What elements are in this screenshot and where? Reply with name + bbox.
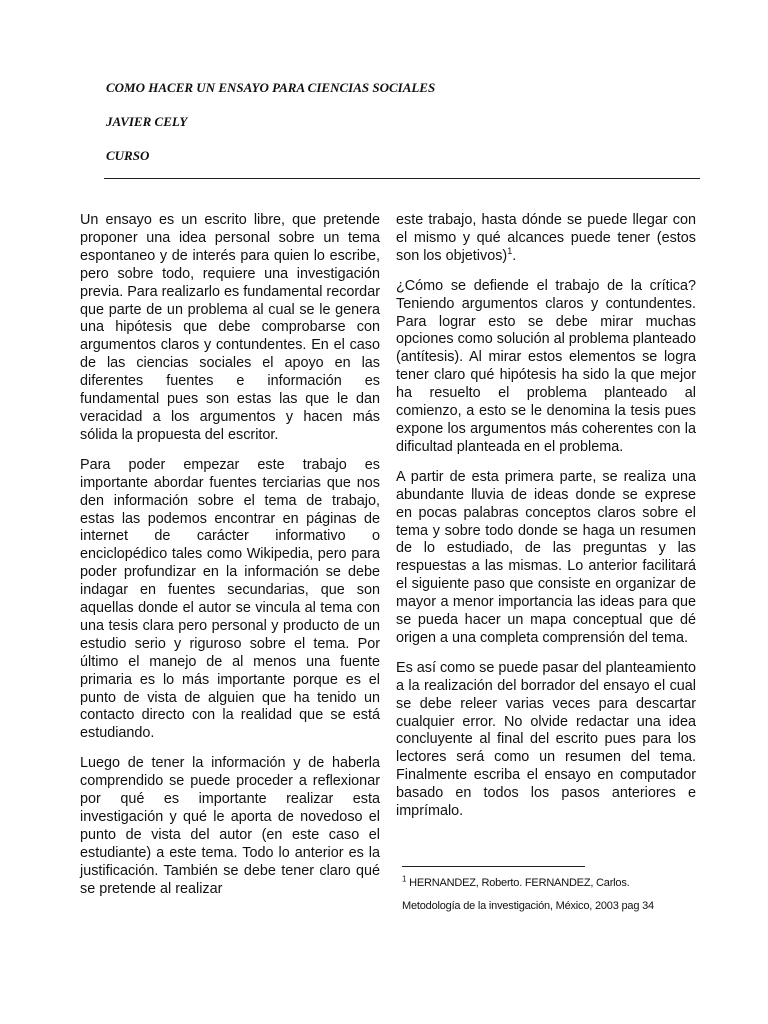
paragraph-draft: Es así como se puede pasar del planteamiento a la realización del borrador del ensayo el cual se debe releer varias veces para descartar cualquier error. No olvide redactar una idea concluyente al final del escrito pues para los lectores será como un resumen del tema. Finalmente escriba el ensayo en computador basado en todos los pasos anteriores e imprímalo. (396, 659, 696, 820)
footnote-authors: HERNANDEZ, Roberto. FERNANDEZ, Carlos. (406, 877, 630, 889)
paragraph-objectives (396, 212, 696, 266)
paragraph-brainstorm: A partir de esta primera parte, se realiza una abundante lluvia de ideas donde se exprese en pocas palabras conceptos claros sobre el tema y sobre todo donde se haga un resumen de lo estudiado, de las preguntas y las respuestas a las mismas. Lo anterior facilitará el siguiente paso que consiste en organizar de mayor a menor importancia las ideas para que se pueda hacer un mapa conceptual que dé origen a una completa comprensión del tema. (396, 468, 696, 646)
objectives-period: . (512, 247, 517, 264)
footnote-line-1 (402, 872, 702, 895)
footnote-marker: 1 (402, 874, 407, 884)
document-header (106, 80, 706, 182)
footnote-divider (402, 866, 585, 867)
header-divider (104, 178, 700, 179)
footnote-line-2: Metodología de la investigación, México, 2003 pag 34 (402, 900, 654, 912)
paragraph-intro: Un ensayo es un escrito libre, que pretende proponer una idea personal sobre un tema espontaneo y de interés para quien lo escribe, pero sobre todo, requiere una investigación previa. Para realizarlo es fundamental recordar que parte de un problema al cual se le genera una hipótesis que debe comprobarse con argumentos claros y contundentes. En el caso de las ciencias sociales el apoyo en las diferentes fuentes e información es fundamental pues son estas las que le dan veracidad a los argumentos y hacen más sólida la propuesta del escritor. (80, 212, 380, 443)
right-column (396, 212, 696, 833)
objectives-text: este trabajo, hasta dónde se puede llegar con el mismo y qué alcances puede tener (estos son los objetivos) (396, 212, 696, 264)
course-label: CURSO (106, 148, 150, 163)
footnote-reference[interactable]: 1 (507, 246, 513, 257)
footnote (402, 872, 702, 918)
paragraph-justification: Luego de tener la información y de haberla comprendido se puede proceder a reflexionar por qué es importante realizar esta investigación y qué le aporta de novedoso el punto de vista del autor (en este caso el estudiante) a este tema. Todo lo anterior es la justificación. También se debe tener claro qué se pretende al realizar (80, 755, 380, 897)
paragraph-sources: Para poder empezar este trabajo es importante abordar fuentes terciarias que nos den información sobre el tema de trabajo, estas las podemos encontrar en páginas de internet de carácter informativo o enciclopédico tales como Wikipedia, pero para poder profundizar en la información se debe indagar en fuentes secundarias, que son aquellas donde el autor se vincula al tema con una tesis clara pero personal y producto de un estudio serio y riguroso sobre el tema. Por último el manejo de al menos una fuente primaria es lo más importante porque es el punto de vista de alguien que ha tenido un contacto directo con la realidad que se está estudiando. (80, 456, 380, 742)
document-title: COMO HACER UN ENSAYO PARA CIENCIAS SOCIALES (106, 80, 436, 95)
author-name: JAVIER CELY (106, 114, 188, 129)
left-column (80, 212, 380, 911)
paragraph-critique: ¿Cómo se defiende el trabajo de la crítica? Teniendo argumentos claros y contundentes. Para lograr esto se debe mirar muchas opciones como solución al problema planteado (antítesis). Al mirar estos elementos se logra tener claro qué hipótesis ha sido la que mejor ha resuelto el problema planteado al comienzo, a esto se le denomina la tesis pues expone los argumentos más coherentes con la dificultad planteada en el problema. (396, 277, 696, 455)
